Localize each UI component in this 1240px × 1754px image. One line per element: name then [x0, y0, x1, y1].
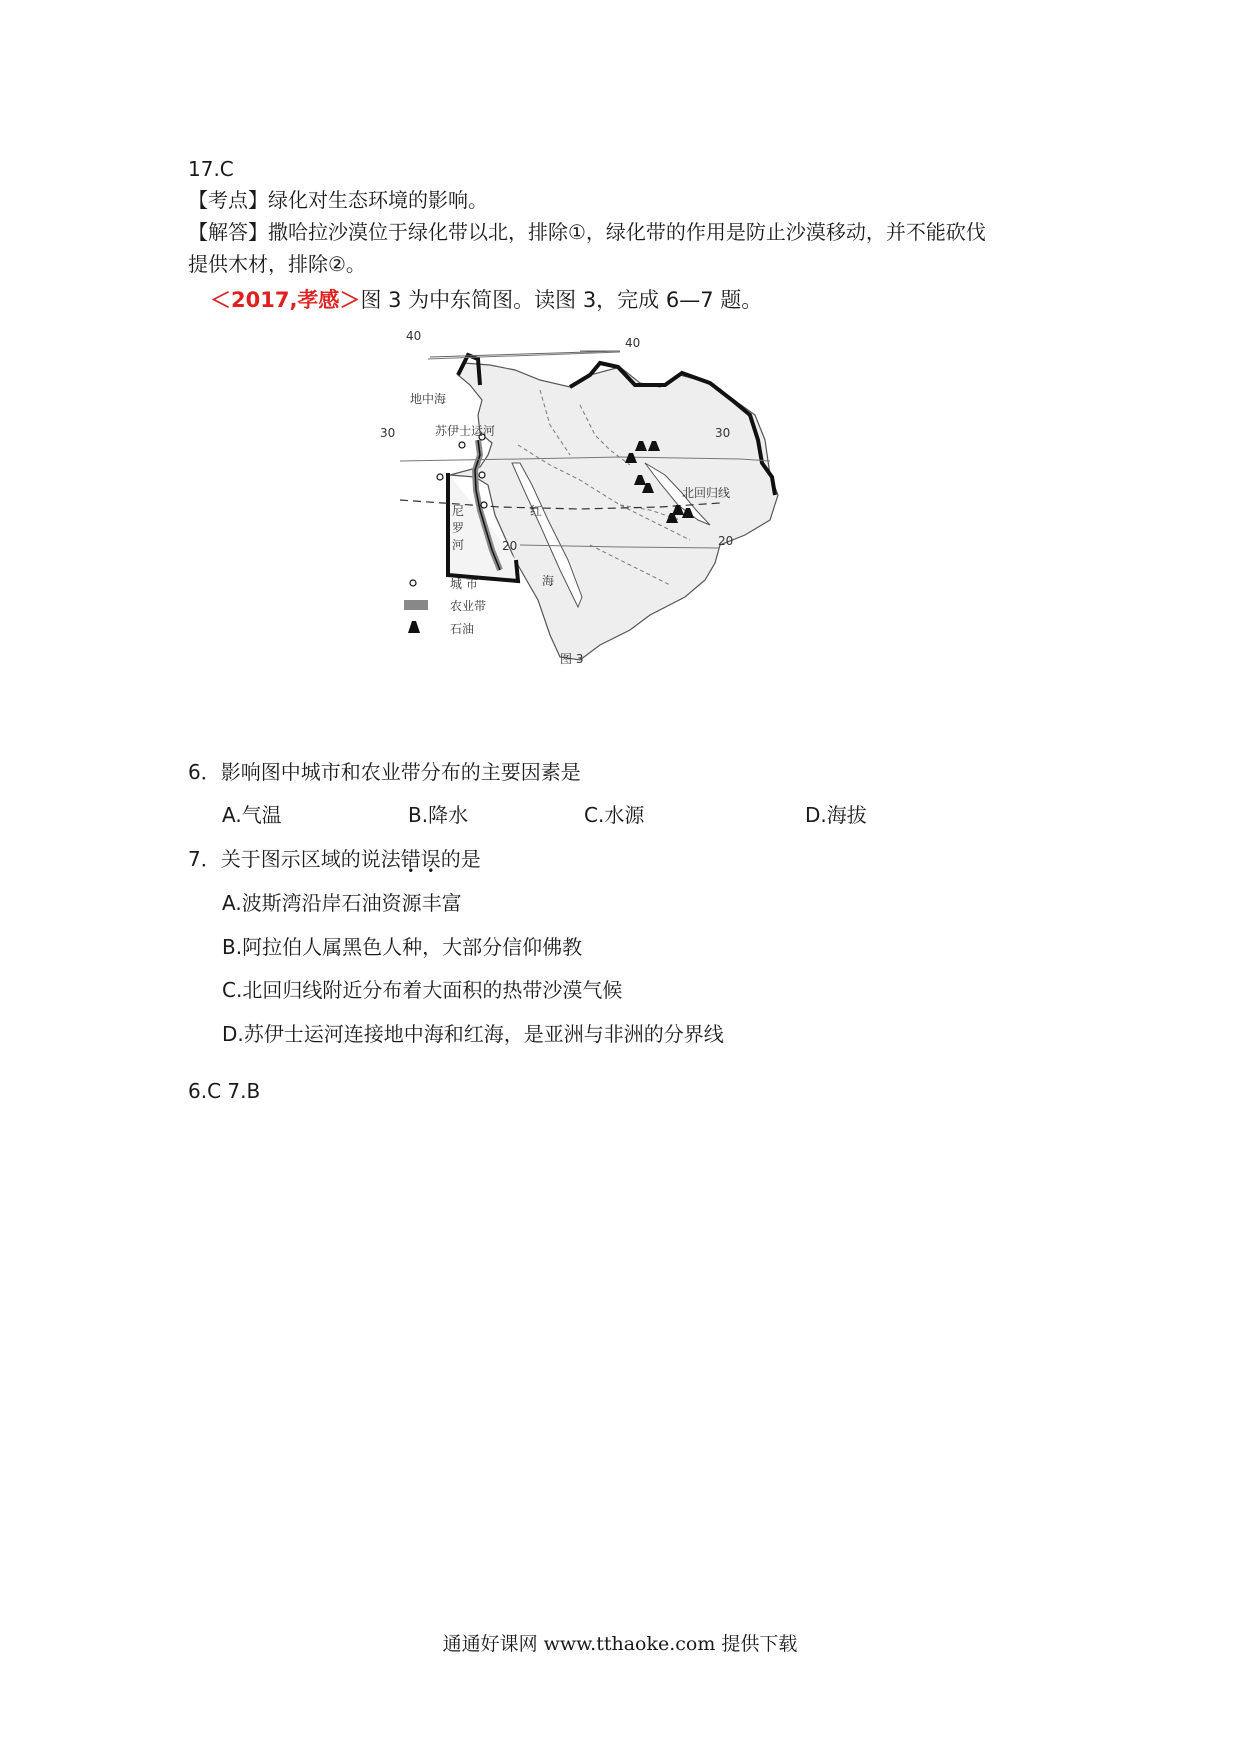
answer-key: 6.C 7.B: [188, 1079, 261, 1103]
label-lat-40-left: 40: [406, 329, 422, 343]
legend-oil-label: 石油: [450, 622, 475, 636]
middle-east-map: [380, 329, 860, 740]
question-7-stem: [188, 845, 481, 873]
label-red-sea-2: 海: [542, 574, 555, 588]
label-lat-20-right: 20: [718, 534, 734, 548]
question-6-option-a: A.气温: [222, 803, 282, 827]
legend-oil-icon: [408, 621, 420, 633]
map-caption: 图 3: [560, 652, 584, 666]
legend-city-icon: [410, 580, 416, 586]
answer-17-explanation-line2: 提供木材，排除②。: [188, 252, 366, 276]
intro-text: 图 3 为中东简图。读图 3，完成 6—7 题。: [360, 288, 763, 312]
label-tropic: 北回归线: [682, 486, 731, 500]
question-7-option-d: D.苏伊士运河连接地中海和红海，是亚洲与非洲的分界线: [222, 1022, 724, 1046]
question-6-option-d: D.海拔: [805, 803, 867, 827]
land-mass: [450, 363, 778, 660]
city-marker: [481, 502, 487, 508]
label-lat-30-right: 30: [715, 426, 731, 440]
question-6-option-b: B.降水: [408, 803, 469, 827]
label-lat-40-right: 40: [625, 336, 641, 350]
city-marker: [459, 442, 465, 448]
lat-40-line: [428, 352, 620, 359]
map-svg: [380, 329, 860, 740]
question-7-stem-before: 7．关于图示区域的说法: [188, 847, 401, 871]
question-7-emphasis-1: 错: [400, 847, 421, 871]
label-red-sea-1: 红: [530, 504, 543, 518]
source-tag: ＜2017,孝感＞: [210, 288, 361, 312]
question-intro: [210, 286, 762, 314]
label-nile-3: 河: [452, 538, 465, 552]
answer-17-topic: 【考点】绿化对生态环境的影响。: [188, 188, 488, 212]
legend-agri-label: 农业带: [450, 599, 487, 613]
page-footer: 通通好课网 www.tthaoke.com 提供下载: [442, 1633, 798, 1655]
label-mediterranean: 地中海: [410, 392, 447, 406]
city-marker: [437, 474, 443, 480]
label-lat-20-left: 20: [502, 539, 518, 553]
label-suez: 苏伊士运河: [435, 424, 496, 438]
answer-17-number: 17.C: [188, 157, 234, 181]
legend-city-label: 城 市: [450, 577, 478, 591]
label-nile-1: 尼: [452, 504, 465, 518]
label-lat-30-left: 30: [380, 426, 396, 440]
question-7-emphasis-2: 误: [420, 847, 441, 871]
question-7-option-b: B.阿拉伯人属黑色人种，大部分信仰佛教: [222, 935, 583, 959]
question-7-stem-after: 的是: [440, 847, 481, 871]
question-6-option-c: C.水源: [584, 803, 645, 827]
question-7-option-a: A.波斯湾沿岸石油资源丰富: [222, 891, 462, 915]
answer-17-explanation-line1: 【解答】撒哈拉沙漠位于绿化带以北，排除①，绿化带的作用是防止沙漠移动，并不能砍伐: [188, 220, 986, 244]
label-nile-2: 罗: [452, 521, 465, 535]
city-marker: [479, 472, 485, 478]
question-6-stem: 6．影响图中城市和农业带分布的主要因素是: [188, 760, 581, 784]
legend-agri-icon: [404, 600, 428, 610]
question-7-option-c: C.北回归线附近分布着大面积的热带沙漠气候: [222, 978, 623, 1002]
